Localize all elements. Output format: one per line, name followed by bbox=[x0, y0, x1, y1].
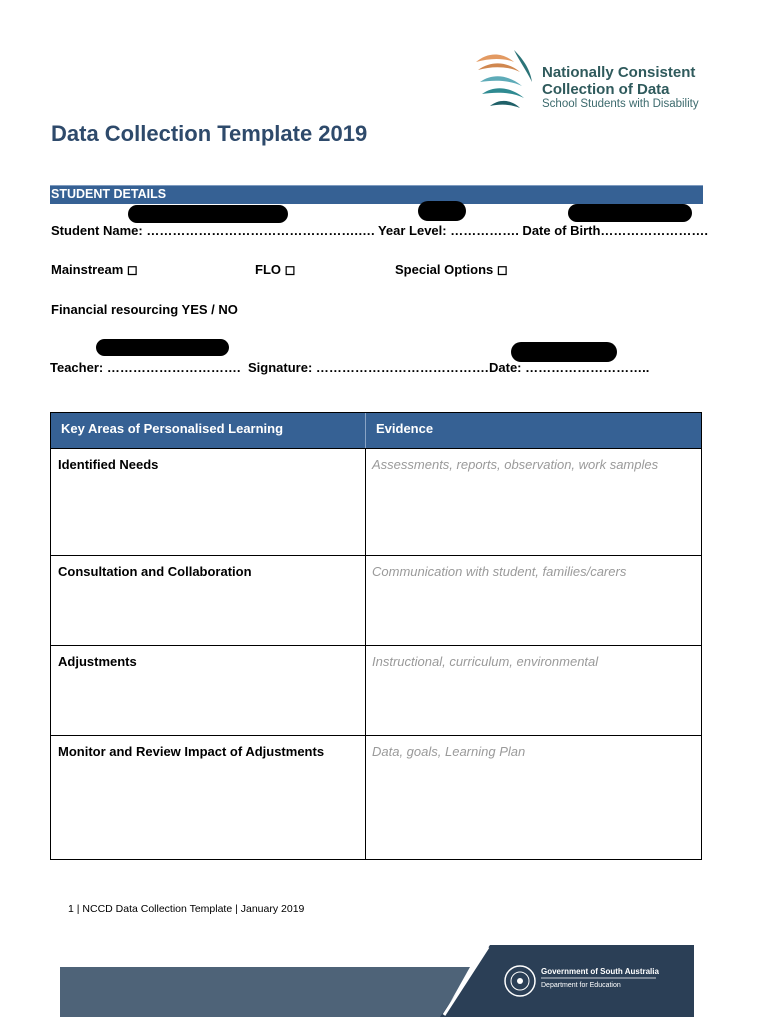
area-cell: Consultation and Collaboration bbox=[51, 556, 366, 645]
nccd-logo-mark bbox=[470, 48, 534, 114]
table-row bbox=[51, 449, 701, 556]
logo-text-line1: Nationally Consistent bbox=[542, 64, 696, 81]
logo-text-line2: Collection of Data bbox=[542, 81, 670, 98]
page-title: Data Collection Template 2019 bbox=[51, 121, 368, 146]
logo-blue-swoosh bbox=[480, 76, 522, 86]
table-header-row bbox=[51, 413, 701, 449]
area-cell: Identified Needs bbox=[51, 449, 366, 555]
logo-teal-feather bbox=[514, 50, 532, 82]
logo-orange-swoosh bbox=[476, 55, 514, 63]
header-key-areas: Key Areas of Personalised Learning bbox=[51, 413, 366, 448]
table-row bbox=[51, 556, 701, 646]
footer-banner bbox=[60, 945, 694, 1017]
evidence-cell[interactable]: Instructional, curriculum, environmental bbox=[372, 654, 599, 669]
date-field[interactable]: Date: ……………………….. bbox=[489, 360, 650, 375]
special-options-checkbox[interactable]: Special Options ◻ bbox=[395, 262, 508, 277]
student-name-line[interactable]: Student Name: ………………………………………….…. Year Level: ……………. Date of Birth……………………. bbox=[51, 223, 709, 238]
gov-line1: Government of South Australia bbox=[541, 967, 659, 976]
redaction-mark bbox=[511, 342, 617, 362]
banner-dark-band bbox=[440, 945, 694, 1017]
area-cell: Monitor and Review Impact of Adjustments bbox=[51, 736, 366, 859]
redaction-mark bbox=[418, 201, 466, 221]
evidence-cell[interactable]: Assessments, reports, observation, work samples bbox=[372, 457, 659, 472]
signature-field[interactable]: Signature: …………………………………. bbox=[248, 360, 489, 375]
student-details-header bbox=[50, 185, 703, 204]
logo-orange-swoosh-2 bbox=[478, 63, 520, 72]
area-cell: Adjustments bbox=[51, 646, 366, 735]
table-row bbox=[51, 646, 701, 736]
redaction-mark bbox=[568, 204, 692, 222]
teacher-field[interactable]: Teacher: …………………………. bbox=[50, 360, 241, 375]
mainstream-checkbox[interactable]: Mainstream ◻ bbox=[51, 262, 138, 277]
evidence-cell[interactable]: Communication with student, families/carers bbox=[372, 564, 627, 579]
student-details-label: STUDENT DETAILS bbox=[51, 187, 167, 201]
banner-light-band bbox=[60, 967, 470, 1017]
gov-line2: Department for Education bbox=[541, 982, 621, 989]
logo-text-line3: School Students with Disability bbox=[542, 98, 699, 110]
logo-teal-swoosh bbox=[482, 88, 524, 98]
redaction-mark bbox=[96, 339, 229, 356]
financial-resourcing[interactable]: Financial resourcing YES / NO bbox=[51, 302, 238, 317]
redaction-mark bbox=[128, 205, 288, 223]
evidence-cell[interactable]: Data, goals, Learning Plan bbox=[372, 744, 526, 759]
table-row bbox=[51, 736, 701, 859]
flo-checkbox[interactable]: FLO ◻ bbox=[255, 262, 296, 277]
logo-dark-swoosh bbox=[490, 101, 520, 108]
page-footer-text: 1 | NCCD Data Collection Template | January 2019 bbox=[68, 903, 305, 915]
personalised-learning-table bbox=[50, 412, 702, 860]
header-evidence: Evidence bbox=[376, 421, 434, 436]
